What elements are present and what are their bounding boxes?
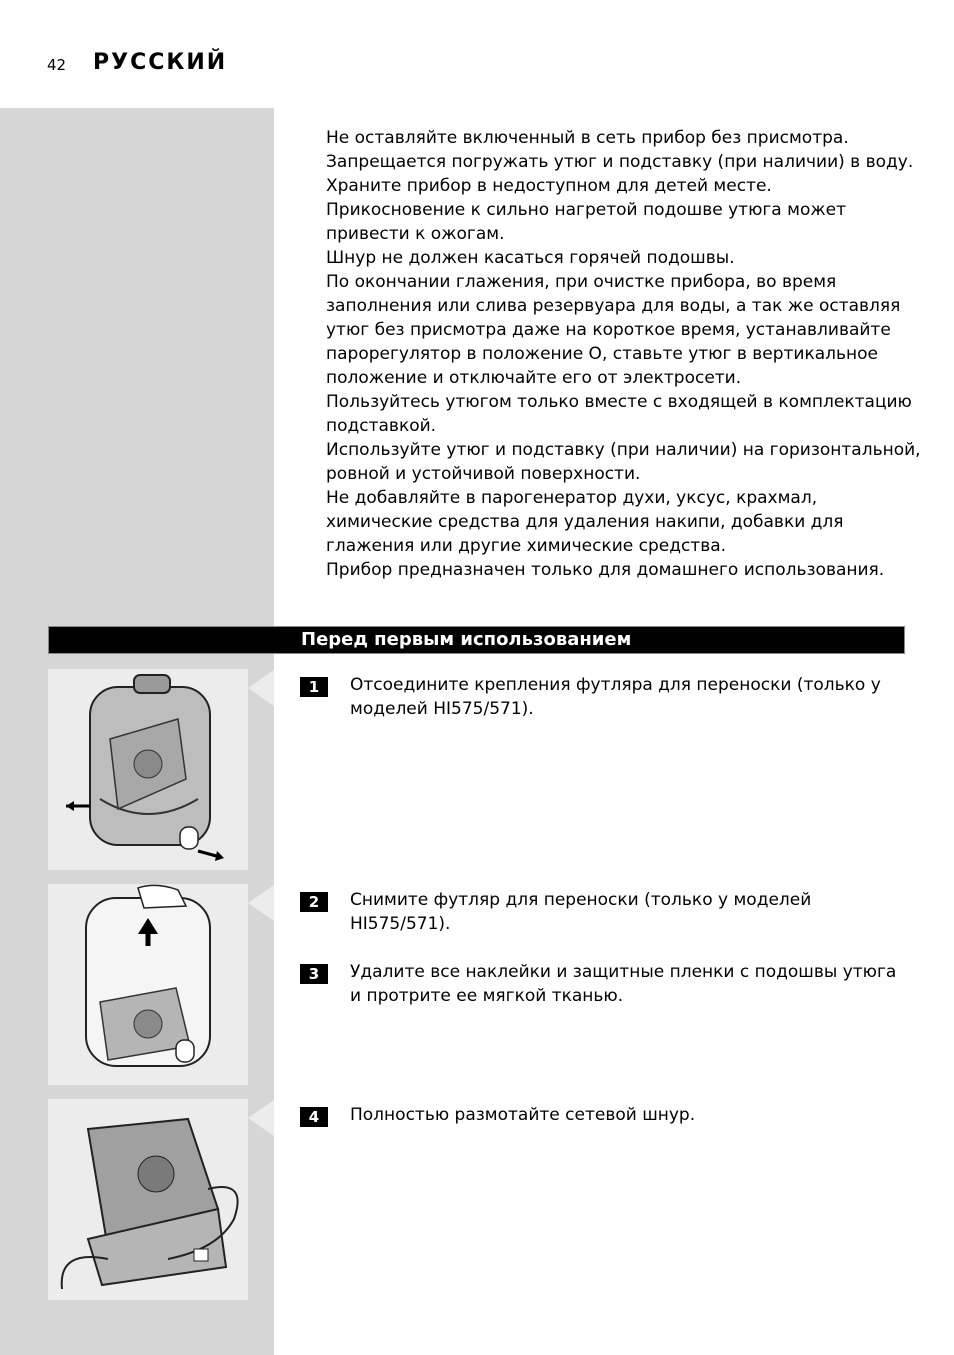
figure-remove-carry-case [48,884,248,1085]
warning-item: Шнур не должен касаться горячей подошвы. [326,248,735,268]
step-text: Удалите все наклейки и защитные пленки с подошвы утюга и протрите ее мягкой тканью. [350,962,897,1006]
step-text: Отсоедините крепления футляра для переноски (только у моделей HI575/571). [350,675,881,719]
warnings-list [326,126,926,582]
warning-item: Храните прибор в недоступном для детей месте. [326,176,772,196]
warning-item: Используйте утюг и подставку (при наличии) на горизонтальной, ровной и устойчивой поверхности. [326,440,921,484]
warning-item: Запрещается погружать утюг и подставку (при наличии) в воду. [326,152,914,172]
warning-item: По окончании глажения, при очистке прибора, во время заполнения или слива резервуара для воды, а так же оставляя утюг без присмотра даже на короткое время, устанавливайте парорегулятор в положение O, ставьте утюг в вертикальное положение и отключайте его от электросети. [326,272,901,388]
step-text: Полностью размотайте сетевой шнур. [350,1105,696,1125]
figure-iron-unwind-cord [48,1099,248,1300]
language-heading: РУССКИЙ [93,50,228,75]
figure-carry-case-clips [48,669,248,870]
section-heading-bar [48,626,905,654]
step-number: 1 [300,677,328,697]
warning-item: Пользуйтесь утюгом только вместе с входящей в комплектацию подставкой. [326,392,912,436]
step-number: 2 [300,892,328,912]
figure-pointer [248,1100,274,1136]
warning-item: Не оставляйте включенный в сеть прибор без присмотра. [326,128,849,148]
remove-case-illustration [48,884,248,1085]
carry-case-illustration [48,669,248,870]
section-title: Перед первым использованием [301,629,632,650]
figure-pointer [248,670,274,706]
step-text: Снимите футляр для переноски (только у моделей HI575/571). [350,890,812,934]
step-number: 4 [300,1107,328,1127]
warning-item: Не добавляйте в парогенератор духи, уксус, крахмал, химические средства для удаления накипи, добавки для глажения или другие химические средства. [326,488,844,556]
page-number: 42 [47,56,67,74]
step-number: 3 [300,964,328,984]
iron-stand-illustration [48,1099,248,1300]
warning-item: Прибор предназначен только для домашнего использования. [326,560,885,580]
warning-item: Прикосновение к сильно нагретой подошве утюга может привести к ожогам. [326,200,847,244]
figure-pointer [248,885,274,921]
